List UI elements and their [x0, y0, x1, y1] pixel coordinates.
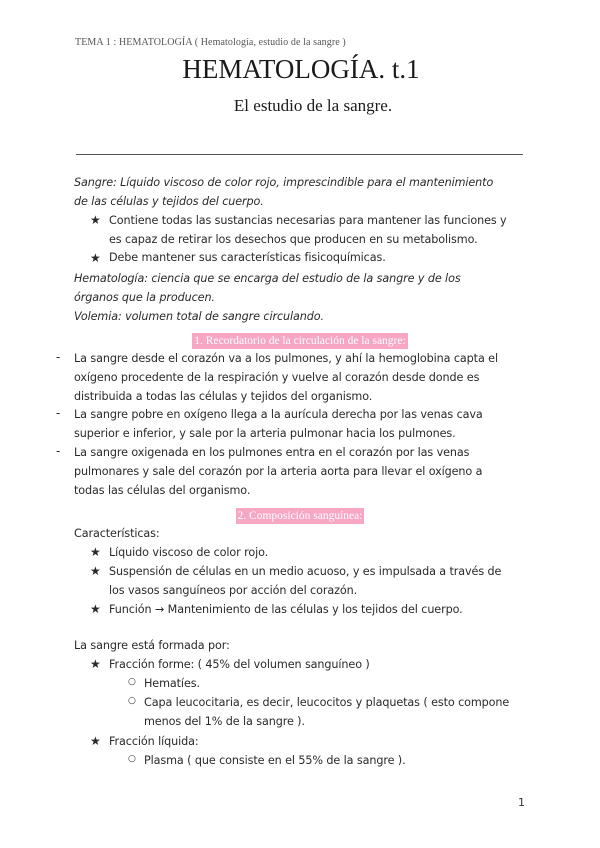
circulation-item-3-line-1: La sangre oxigenada en los pulmones entra en el corazón por las venas — [74, 446, 470, 459]
circulation-item-2-line-2: superior e inferior, y sale por la arteria pulmonar hacia los pulmones. — [74, 427, 456, 440]
circulation-item-2-line-1: La sangre pobre en oxígeno llega a la aurícula derecha por las venas cava — [74, 408, 483, 421]
caracteristica-1: Líquido viscoso de color rojo. — [109, 546, 269, 559]
hematies: Hematíes. — [144, 677, 200, 690]
dash-bullet-icon: - — [56, 444, 61, 458]
section-2-heading: 2. Composición sanguínea: — [237, 510, 363, 522]
formada-por-label: La sangre está formada por: — [74, 639, 230, 652]
sangre-definition-line-2: de las células y tejidos del cuerpo. — [74, 195, 264, 208]
circulation-item-1-line-1: La sangre desde el corazón va a los pulmones, y ahí la hemoglobina capta el — [74, 352, 498, 365]
sangre-definition-line-1: Sangre: Líquido viscoso de color rojo, imprescindible para el mantenimiento — [74, 176, 494, 189]
circulation-item-1-line-3: distribuida a todas las células y tejidos del organismo. — [74, 390, 373, 403]
circle-bullet-icon: ○ — [128, 754, 136, 764]
fraccion-liquida: Fracción líquida: — [109, 735, 199, 748]
star-bullet-icon: ★ — [90, 564, 101, 578]
star-bullet-icon: ★ — [90, 734, 101, 748]
star-bullet-icon: ★ — [90, 213, 101, 227]
star-bullet-icon: ★ — [90, 657, 101, 671]
dash-bullet-icon: - — [56, 406, 61, 420]
star-bullet-icon: ★ — [90, 251, 101, 265]
caracteristica-3: Función → Mantenimiento de las células y los tejidos del cuerpo. — [109, 603, 463, 616]
star-bullet-icon: ★ — [90, 545, 101, 559]
caracteristicas-label: Características: — [74, 527, 160, 540]
running-header: TEMA 1 : HEMATOLOGÍA ( Hematología, estudio de la sangre ) — [75, 37, 346, 48]
circle-bullet-icon: ○ — [128, 677, 136, 687]
circulation-item-1-line-2: oxígeno procedente de la respiración y vuelve al corazón desde donde es — [74, 371, 480, 384]
plasma: Plasma ( que consiste en el 55% de la sangre ). — [144, 754, 406, 767]
bullet-2: Debe mantener sus características fisicoquímicas. — [109, 251, 386, 264]
capa-leucocitaria-line-2: menos del 1% de la sangre ). — [144, 715, 305, 728]
page-title: HEMATOLOGÍA. t.1 — [182, 54, 420, 84]
hematologia-line-1: Hematología: ciencia que se encarga del estudio de la sangre y de los — [74, 272, 461, 285]
section-1-heading: 1. Recordatorio de la circulación de la sangre: — [194, 335, 406, 347]
star-bullet-icon: ★ — [90, 602, 101, 616]
circulation-item-3-line-3: todas las células del organismo. — [74, 484, 251, 497]
page-subtitle: El estudio de la sangre. — [233, 96, 393, 115]
circle-bullet-icon: ○ — [128, 696, 136, 706]
hematologia-line-2: órganos que la producen. — [74, 291, 215, 304]
caracteristica-2-line-2: los vasos sanguíneos por acción del corazón. — [109, 584, 358, 597]
capa-leucocitaria-line-1: Capa leucocitaria, es decir, leucocitos y plaquetas ( esto compone — [144, 696, 510, 709]
caracteristica-2-line-1: Suspensión de células en un medio acuoso, y es impulsada a través de — [109, 565, 502, 578]
volemia-definition: Volemia: volumen total de sangre circulando. — [74, 310, 324, 323]
fraccion-forme: Fracción forme: ( 45% del volumen sanguíneo ) — [109, 658, 370, 671]
page-number: 1 — [518, 796, 525, 809]
dash-bullet-icon: - — [56, 350, 61, 364]
bullet-1-line-2: es capaz de retirar los desechos que producen en su metabolismo. — [109, 233, 478, 246]
circulation-item-3-line-2: pulmonares y sale del corazón por la arteria aorta para llevar el oxígeno a — [74, 465, 483, 478]
bullet-1-line-1: Contiene todas las sustancias necesarias para mantener las funciones y — [109, 214, 507, 227]
horizontal-rule — [76, 154, 523, 155]
